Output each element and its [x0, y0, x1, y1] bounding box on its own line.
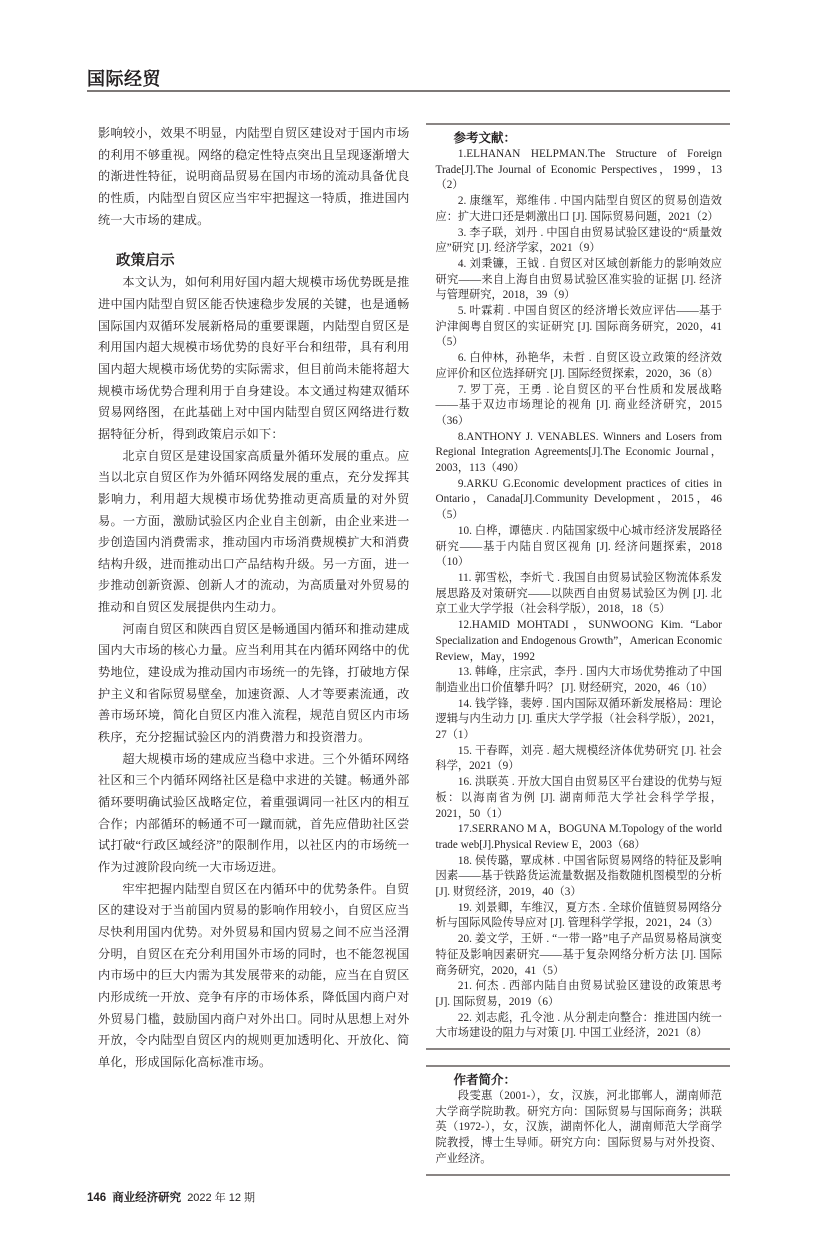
references-box [426, 123, 731, 1050]
reference-item: 5. 叶霖莉 . 中国自贸区的经济增长效应评估——基于沪津闽粤自贸区的实证研究 [J]. 国际商务研究，2020，41（5） [435, 305, 722, 349]
header-divider [87, 90, 730, 92]
section-heading: 政策启示 [116, 253, 175, 270]
two-column-body [87, 123, 730, 1176]
reference-item: 3. 李子联，刘丹 . 中国自由贸易试验区建设的“质量效应”研究 [J]. 经济学家，2021（9） [435, 226, 722, 255]
reference-item: 6. 白仲林，孙艳华，未哲 . 自贸区设立政策的经济效应评价和区位选择研究 [J]. 国际经贸探索，2020，36（8） [435, 352, 722, 380]
page-footer [87, 1190, 730, 1206]
reference-item: 20. 姜文学，王妍 . “一带一路”电子产品贸易格局演变特征及影响因素研究——基于复杂网络分析方法 [J]. 国际商务研究，2020，41（5） [435, 933, 722, 977]
body-paragraph: 本文认为，如何利用好国内超大规模市场优势既是推进中国内陆型自贸区能否快速稳步发展的关键，也是通畅国际国内双循环发展新格局的重要课题，内陆型自贸区是利用国内超大规模市场优势的良好平台和纽带，具有利用国内超大规模市场优势的实际需求，但目前尚未能将超大规模市场优势合理利用于自身建设。本文通过构建双循环贸易网络图，在此基础上对中国内陆型自贸区网络进行数据特征分析，得到政策启示如下： [98, 275, 410, 441]
body-paragraph: 北京自贸区是建设国家高质量外循环发展的重点。应当以北京自贸区作为外循环网络发展的重点，充分发挥其影响力，利用超大规模市场优势推动更高质量的对外贸易。一方面，激励试验区内企业自主创新，由企业来进一步创造国内消费需求，推动国内市场消费规模扩大和消费结构升级，进而推动出口产品结构升级。另一方面，进一步推动创新资源、创新人才的流动，为高质量对外贸易的推动和自贸区发展提供内生动力。 [98, 448, 410, 615]
reference-item: 7. 罗丁亮，王勇 . 论自贸区的平台性质和发展战略——基于双边市场理论的视角 [J]. 商业经济研究，2015（36） [435, 383, 722, 427]
body-paragraph: 河南自贸区和陕西自贸区是畅通国内循环和推动建成国内大市场的核心力量。应当利用其在内循环网络中的优势地位，建设成为推动国内市场统一的先锋，打破地方保护主义和省际贸易壁垒，加速资源、人才等要素流通，改善市场环境，简化自贸区内准入流程，规范自贸区内市场秩序，充分挖掘试验区内的消费潜力和投资潜力。 [98, 621, 410, 745]
reference-item: 19. 刘景卿，车维汉，夏方杰 . 全球价值链贸易网络分析与国际风险传导应对 [J]. 管理科学学报，2021，24（3） [435, 901, 722, 930]
reference-item: 8.ANTHONY J. VENABLES. Winners and Losers from Regional Integration Agreements[J].The Economic Journal，2003，113（490） [435, 430, 722, 475]
reference-item: 22. 刘志彪，孔令池 . 从分割走向整合：推进国内统一大市场建设的阻力与对策 [J]. 中国工业经济，2021（8） [435, 1011, 722, 1040]
reference-item: 21. 何杰 . 西部内陆自由贸易试验区建设的政策思考 [J]. 国际贸易，2019（6） [435, 980, 722, 1008]
page-number: 146 [87, 1191, 107, 1204]
author-box [426, 1065, 731, 1176]
section-title: 国际经贸 [87, 69, 161, 89]
author-bio [436, 1089, 723, 1168]
reference-item: 12.HAMID MOHTADI，SUNWOONG Kim. “Labor Specialization and Endogenous Growth”，American Economic Review，May，1992 [435, 619, 722, 663]
journal-name: 商业经济研究 [112, 1191, 182, 1204]
author-title: 作者简介： [453, 1073, 517, 1088]
reference-item: 15. 干春晖，刘亮 . 超大规模经济体优势研究 [J]. 社会科学，2021（9） [435, 744, 722, 773]
references-title: 参考文献： [453, 131, 517, 145]
issue-label: 2022 年 12 期 [187, 1191, 256, 1204]
reference-item: 1.ELHANAN HELPMAN.The Structure of Foreign Trade[J].The Journal of Economic Perspectives，1999，13（2） [435, 148, 722, 192]
reference-item: 14. 钱学锋，裴婷 . 国内国际双循环新发展格局：理论逻辑与内生动力 [J]. 重庆大学学报（社会科学版），2021，27（1） [435, 697, 722, 742]
reference-item: 11. 郭雪松，李炘弋 . 我国自由贸易试验区物流体系发展思路及对策研究——以陕西自由贸易试验区为例 [J]. 北京工业大学学报（社会科学版），2018，18（5） [435, 571, 722, 616]
body-column [98, 123, 410, 1074]
reference-item: 4. 刘秉镰，王钺 . 自贸区对区域创新能力的影响效应研究——来自上海自由贸易试验区准实验的证据 [J]. 经济与管理研究，2018，39（9） [435, 257, 722, 302]
reference-item: 17.SERRANO M A，BOGUNA M.Topology of the world trade web[J].Physical Review E，2003（68） [435, 823, 722, 851]
sidebar-column [426, 123, 731, 1176]
reference-item: 2. 康继军，郑维伟 . 中国内陆型自贸区的贸易创造效应：扩大进口还是刺激出口 [J]. 国际贸易问题，2021（2） [435, 195, 722, 223]
reference-item: 18. 侯传璐，覃成林 . 中国省际贸易网络的特征及影响因素——基于铁路货运流量数据及指数随机图模型的分析 [J]. 财贸经济，2019，40（3） [435, 854, 722, 899]
body-paragraph: 牢牢把握内陆型自贸区在内循环中的优势条件。自贸区的建设对于当前国内贸易的影响作用较小，自贸区应当尽快利用国内优势。对外贸易和国内贸易之间不应当泾渭分明，自贸区在充分利用国外市场的同时，也不能忽视国内市场中的巨大内需为其发展带来的动能，应当在自贸区内形成统一开放、竞争有序的市场体系，降低国内商户对外贸易门槛，鼓励国内商户对外出口。同时从思想上对外开放，令内陆型自贸区内的规则更加透明化、开放化、简单化，形成国际化高标准市场。 [98, 881, 410, 1069]
references-list [436, 147, 723, 1042]
reference-item: 10. 白桦，谭德庆 . 内陆国家级中心城市经济发展路径研究——基于内陆自贸区视角 [J]. 经济问题探索，2018（10） [435, 524, 722, 569]
reference-item: 9.ARKU G.Economic development practices of cities in Ontario，Canada[J].Community Development，2015，46（5） [435, 477, 722, 522]
author-bio-text: 段雯惠（2001-），女，汉族，河北邯郸人，湖南师范大学商学院助教。研究方向：国际贸易与国际商务；洪联英（1972-），女，汉族，湖南怀化人，湖南师范大学商学院教授，博士生导师。研究方向：国际贸易与对外投资、产业经济。 [435, 1090, 722, 1165]
reference-item: 16. 洪联英 . 开放大国自由贸易区平台建设的优势与短板：以海南省为例 [J]. 湖南师范大学社会科学学报，2021，50（1） [435, 776, 722, 820]
reference-item: 13. 韩峰，庄宗武，李丹 . 国内大市场优势推动了中国制造业出口价值攀升吗？ [J]. 财经研究，2020，46（10） [435, 666, 722, 694]
body-paragraph: 影响较小，效果不明显，内陆型自贸区建设对于国内市场的利用不够重视。网络的稳定性特点突出且呈现逐渐增大的渐进性特征，说明商品贸易在国内市场的流动具备优良的性质，内陆型自贸区应当牢牢把握这一特质，推进国内统一大市场的建成。 [98, 126, 410, 227]
body-paragraph: 超大规模市场的建成应当稳中求进。三个外循环网络社区和三个内循环网络社区是稳中求进的关键。畅通外部循环要明确试验区战略定位，着重强调同一社区内的相互合作；内部循环的畅通不可一蹴而就，首先应借助社区尝试打破“行政区域经济”的限制作用，以社区内的市场统一作为过渡阶段向统一大市场迈进。 [98, 751, 410, 874]
